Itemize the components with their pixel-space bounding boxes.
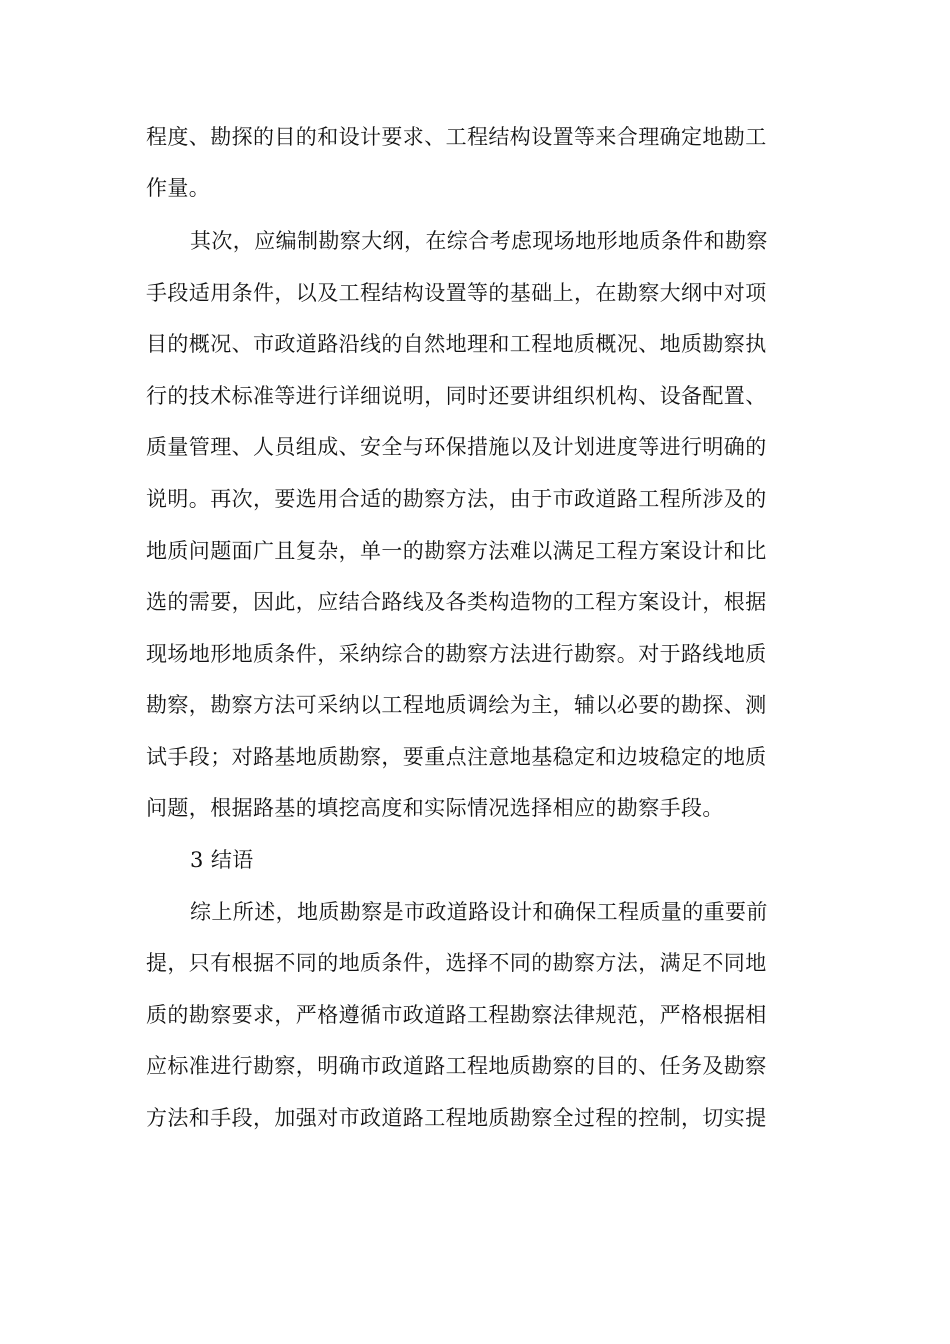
paragraph-line: 方法和手段，加强对市政道路工程地质勘察全过程的控制，切实提 <box>146 1106 767 1130</box>
paragraph-line: 提，只有根据不同的地质条件，选择不同的勘察方法，满足不同地 <box>146 951 767 975</box>
paragraph-line: 手段适用条件，以及工程结构设置等的基础上，在勘察大纲中对项 <box>146 281 767 305</box>
section-heading: 3 结语 <box>190 848 254 872</box>
paragraph-line: 行的技术标准等进行详细说明，同时还要讲组织机构、设备配置、 <box>146 384 767 408</box>
paragraph-line: 地质问题面广且复杂，单一的勘察方法难以满足工程方案设计和比 <box>146 539 767 563</box>
paragraph-line: 综上所述，地质勘察是市政道路设计和确保工程质量的重要前 <box>190 900 768 924</box>
paragraph-line: 作量。 <box>146 176 211 200</box>
paragraph-line: 程度、勘探的目的和设计要求、工程结构设置等来合理确定地勘工 <box>146 125 767 149</box>
paragraph-line: 其次，应编制勘察大纲，在综合考虑现场地形地质条件和勘察 <box>190 229 768 253</box>
paragraph-line: 应标准进行勘察，明确市政道路工程地质勘察的目的、任务及勘察 <box>146 1054 767 1078</box>
paragraph-line: 说明。再次，要选用合适的勘察方法，由于市政道路工程所涉及的 <box>146 487 767 511</box>
paragraph-line: 勘察，勘察方法可采纳以工程地质调绘为主，辅以必要的勘探、测 <box>146 693 767 717</box>
paragraph-line: 目的概况、市政道路沿线的自然地理和工程地质概况、地质勘察执 <box>146 332 767 356</box>
paragraph-line: 质的勘察要求，严格遵循市政道路工程勘察法律规范，严格根据相 <box>146 1003 767 1027</box>
paragraph-line: 选的需要，因此，应结合路线及各类构造物的工程方案设计，根据 <box>146 590 767 614</box>
paragraph-line: 质量管理、人员组成、安全与环保措施以及计划进度等进行明确的 <box>146 435 767 459</box>
paragraph-line: 问题，根据路基的填挖高度和实际情况选择相应的勘察手段。 <box>146 796 724 820</box>
paragraph-line: 试手段；对路基地质勘察，要重点注意地基稳定和边坡稳定的地质 <box>146 745 767 769</box>
paragraph-line: 现场地形地质条件，采纳综合的勘察方法进行勘察。对于路线地质 <box>146 642 767 666</box>
